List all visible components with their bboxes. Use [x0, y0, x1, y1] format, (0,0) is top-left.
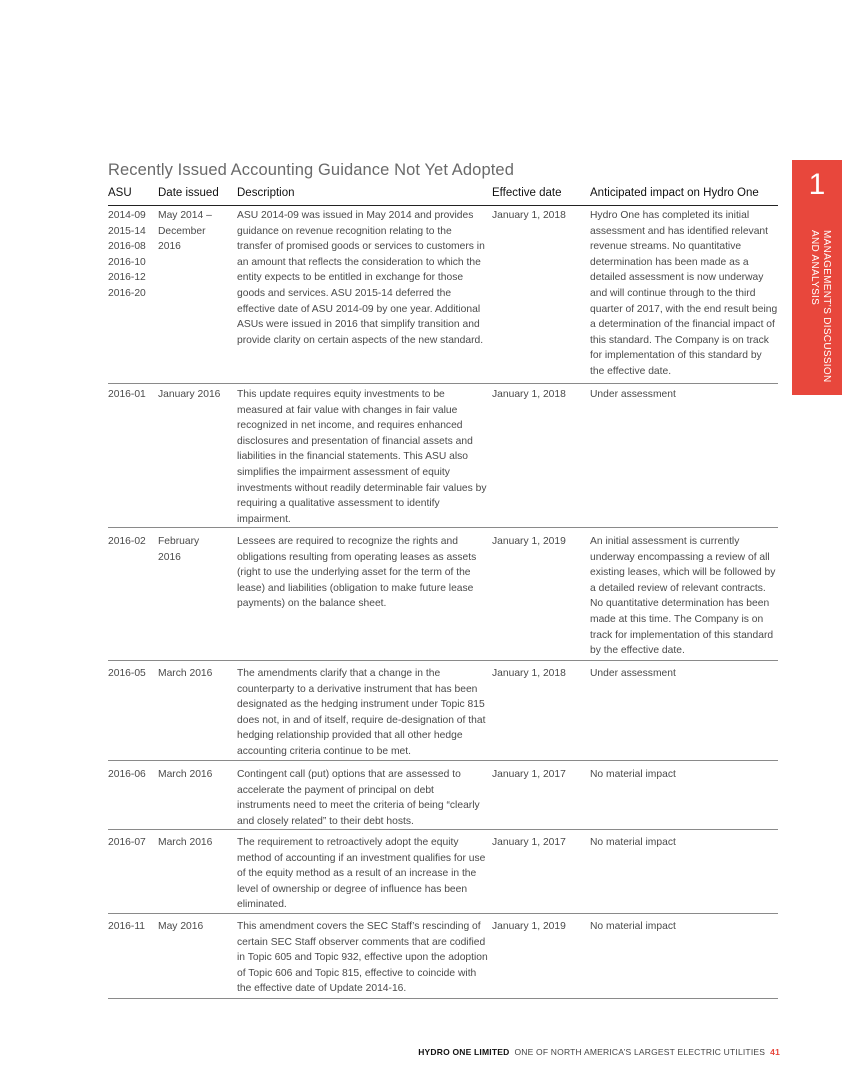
section-number: 1	[808, 168, 826, 201]
date-issued-cell: February 2016	[158, 536, 200, 563]
impact-cell: No material impact	[590, 837, 676, 848]
table-row	[108, 834, 778, 914]
footer-tagline: ONE OF NORTH AMERICA’S LARGEST ELECTRIC UTILITIES	[514, 1047, 766, 1057]
effective-date-cell: January 1, 2018	[492, 210, 566, 221]
date-issued-cell: March 2016	[158, 769, 213, 780]
asu-cell: 2016-02	[108, 536, 146, 547]
description-cell: Contingent call (put) options that are assessed to accelerate the payment of principal on debt instruments need to meet the criteria of being “clearly and closely related” to their debt hosts.	[237, 769, 480, 827]
date-issued-cell: May 2014 – December 2016	[158, 210, 212, 253]
page-number: 41	[770, 1047, 780, 1057]
header-description: Description	[237, 187, 295, 199]
asu-cell: 2016-05	[108, 668, 146, 679]
effective-date-cell: January 1, 2017	[492, 769, 566, 780]
description-cell: This update requires equity investments to be measured at fair value with changes in fair value recognized in net income, and requires enhanced disclosures and presentation of financial assets and liabilities in the financial statements. This ASU also simplifies the impairment assessment of equity investments without readily determinable fair values by requiring a qualitative assessment to identify impairment.	[237, 389, 487, 525]
impact-cell: No material impact	[590, 921, 676, 932]
description-cell: This amendment covers the SEC Staff’s rescinding of certain SEC Staff observer comments that are codified in Topic 605 and Topic 932, effective upon the adoption of Topic 606 and Topic 815, effective to coincide with the effective date of Update 2014-16.	[237, 921, 488, 995]
effective-date-cell: January 1, 2018	[492, 389, 566, 400]
section-tab-line2: AND ANALYSIS	[809, 230, 821, 306]
header-date-issued: Date issued	[158, 187, 219, 199]
asu-cell: 2014-09 2015-14 2016-08 2016-10 2016-12 2016-20	[108, 210, 146, 299]
table-row	[108, 918, 778, 999]
footer-company: HYDRO ONE LIMITED	[418, 1047, 510, 1057]
date-issued-cell: May 2016	[158, 921, 204, 932]
description-cell: The amendments clarify that a change in the counterparty to a derivative instrument that has been designated as the hedging instrument under Topic 815 does not, in and of itself, require de-designation of that hedging relationship provided that all other hedge accounting criteria continue to be met.	[237, 668, 486, 757]
asu-cell: 2016-01	[108, 389, 146, 400]
section-tab-line1: MANAGEMENT’S DISCUSSION	[821, 230, 832, 383]
date-issued-cell: January 2016	[158, 389, 221, 400]
impact-cell: No material impact	[590, 769, 676, 780]
table-header	[108, 186, 778, 206]
impact-cell: Hydro One has completed its initial assessment and has identified relevant revenue streams. No quantitative determination has been made as a detailed assessment is now underway and will continue through to the third quarter of 2017, with the end result being a determination of the financial impact of this standard. The Company is on track for implementation of this standard by the effective date.	[590, 210, 778, 377]
header-anticipated-impact: Anticipated impact on Hydro One	[590, 187, 759, 199]
asu-cell: 2016-06	[108, 769, 146, 780]
section-tab-label	[809, 230, 832, 450]
date-issued-cell: March 2016	[158, 837, 213, 848]
effective-date-cell: January 1, 2017	[492, 837, 566, 848]
effective-date-cell: January 1, 2019	[492, 921, 566, 932]
effective-date-cell: January 1, 2018	[492, 668, 566, 679]
description-cell: Lessees are required to recognize the rights and obligations resulting from operating leases as assets (right to use the underlying asset for the term of the lease) and liabilities (obligation to make future lease payments) on the balance sheet.	[237, 536, 477, 610]
description-cell: The requirement to retroactively adopt the equity method of accounting if an investment qualifies for use of the equity method as a result of an increase in the level of ownership or degree of influence has been eliminated.	[237, 837, 486, 911]
page-footer	[418, 1047, 780, 1057]
header-effective-date: Effective date	[492, 187, 562, 199]
table-row	[108, 207, 778, 384]
asu-cell: 2016-07	[108, 837, 146, 848]
description-cell: ASU 2014-09 was issued in May 2014 and provides guidance on revenue recognition relating to the transfer of promised goods or services to customers in an amount that reflects the consideration to which the entity expects to be entitled in exchange for those goods and services. ASU 2015-14 deferred the effective date of ASU 2014-09 by one year. Additional ASUs were issued in 2016 that simplify transition and provide clarity on certain aspects of the new standard.	[237, 210, 485, 346]
asu-cell: 2016-11	[108, 921, 146, 932]
table-row	[108, 766, 778, 830]
table-row	[108, 533, 778, 661]
header-asu: ASU	[108, 187, 132, 199]
impact-cell: Under assessment	[590, 389, 676, 400]
impact-cell: Under assessment	[590, 668, 676, 679]
date-issued-cell: March 2016	[158, 668, 213, 679]
table-row	[108, 386, 778, 528]
section-tab	[792, 160, 842, 395]
effective-date-cell: January 1, 2019	[492, 536, 566, 547]
table-row	[108, 665, 778, 761]
impact-cell: An initial assessment is currently underway encompassing a review of all existing leases, which will be followed by a detailed review of relevant contracts. No quantitative determination has been made at this time. The Company is on track for implementation of this standard by the effective date.	[590, 536, 776, 657]
section-title: Recently Issued Accounting Guidance Not Yet Adopted	[108, 161, 514, 179]
